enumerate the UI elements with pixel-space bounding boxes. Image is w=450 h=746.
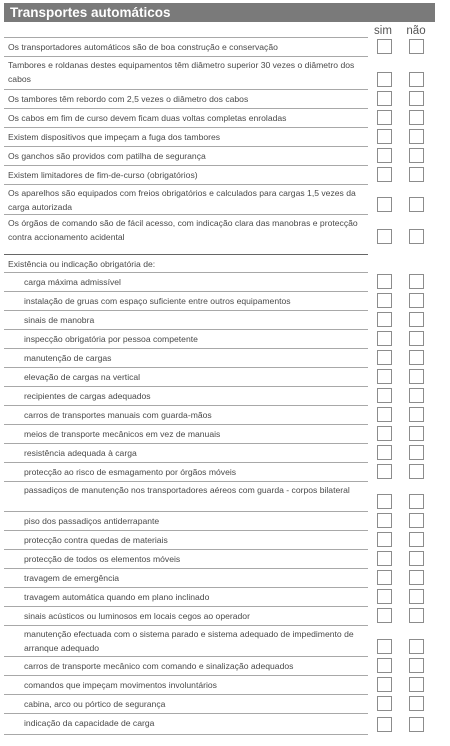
checklist-item-row <box>4 108 435 127</box>
checklist-item-row <box>4 37 435 56</box>
checkbox-sim[interactable] <box>377 589 392 604</box>
sub-item-row <box>4 713 435 734</box>
row-divider <box>4 587 368 588</box>
sub-item-row <box>4 549 435 568</box>
row-divider <box>4 254 368 255</box>
checkbox-sim[interactable] <box>377 608 392 623</box>
sub-item-label: meios de transporte mecânicos em vez de manuais <box>24 429 221 439</box>
checkbox-nao[interactable] <box>409 274 424 289</box>
row-divider <box>4 694 368 695</box>
row-divider <box>4 37 368 38</box>
sub-item-row <box>4 367 435 386</box>
checkbox-sim[interactable] <box>377 331 392 346</box>
sub-item-row <box>4 606 435 625</box>
checklist-item-label: Os aparelhos são equipados com freios obrigatórios e calculados para cargas 1,5 vezes da carga autorizada <box>8 188 356 212</box>
section-heading-row <box>4 254 435 272</box>
checkbox-sim[interactable] <box>377 197 392 212</box>
checkbox-nao[interactable] <box>409 532 424 547</box>
checkbox-sim[interactable] <box>377 677 392 692</box>
checkbox-sim[interactable] <box>377 464 392 479</box>
sub-item-label: indicação da capacidade de carga <box>24 718 155 728</box>
sub-item-row <box>4 462 435 481</box>
section-title: Transportes automáticos <box>10 5 171 20</box>
sub-item-label: protecção de todos os elementos móveis <box>24 554 181 564</box>
row-divider <box>4 675 368 676</box>
checkbox-nao[interactable] <box>409 658 424 673</box>
checkbox-sim[interactable] <box>377 39 392 54</box>
checkbox-sim[interactable] <box>377 229 392 244</box>
row-divider <box>4 214 368 215</box>
checkbox-sim[interactable] <box>377 717 392 732</box>
sub-item-label: inspecção obrigatória por pessoa competente <box>24 334 198 344</box>
sub-item-label: sinais acústicos ou luminosos em locais cegos ao operador <box>24 611 250 621</box>
column-header-sim: sim <box>374 25 392 37</box>
row-divider <box>4 329 368 330</box>
checkbox-sim[interactable] <box>377 369 392 384</box>
checkbox-nao[interactable] <box>409 551 424 566</box>
row-divider <box>4 443 368 444</box>
sub-item-label: carga máxima admissível <box>24 277 121 287</box>
checklist-item-label: Os tambores têm rebordo com 2,5 vezes o diâmetro dos cabos <box>8 94 249 104</box>
row-divider <box>4 127 368 128</box>
row-divider <box>4 530 368 531</box>
checkbox-nao[interactable] <box>409 589 424 604</box>
row-divider <box>4 89 368 90</box>
checkbox-sim[interactable] <box>377 274 392 289</box>
row-divider <box>4 386 368 387</box>
checkbox-nao[interactable] <box>409 129 424 144</box>
checkbox-sim[interactable] <box>377 91 392 106</box>
checkbox-nao[interactable] <box>409 608 424 623</box>
sub-item-row <box>4 348 435 367</box>
section-heading: Existência ou indicação obrigatória de: <box>8 259 156 269</box>
checkbox-nao[interactable] <box>409 445 424 460</box>
sub-item-label: cabina, arco ou pórtico de segurança <box>24 699 166 709</box>
row-divider <box>4 405 368 406</box>
checkbox-nao[interactable] <box>409 72 424 87</box>
sub-item-row <box>4 656 435 675</box>
sub-item-row <box>4 568 435 587</box>
checklist-item-row <box>4 89 435 108</box>
checkbox-nao[interactable] <box>409 350 424 365</box>
checklist-item-label: Os ganchos são providos com patilha de segurança <box>8 151 206 161</box>
row-divider <box>4 310 368 311</box>
sub-item-row <box>4 675 435 694</box>
checklist-item-row <box>4 56 435 89</box>
sub-item-label: manutenção efectuada com o sistema parado e sistema adequado de impedimento de arranque adequado <box>24 629 354 653</box>
sub-item-label: instalação de gruas com espaço suficiente entre outros equipamentos <box>24 296 291 306</box>
checkbox-nao[interactable] <box>409 331 424 346</box>
row-divider <box>4 272 368 273</box>
row-divider <box>4 291 368 292</box>
sub-item-row <box>4 481 435 511</box>
checkbox-nao[interactable] <box>409 388 424 403</box>
sub-item-row <box>4 587 435 606</box>
checkbox-nao[interactable] <box>409 369 424 384</box>
sub-item-row <box>4 694 435 713</box>
row-divider <box>4 511 368 512</box>
row-divider <box>4 348 368 349</box>
row-divider <box>4 184 368 185</box>
row-divider <box>4 481 368 482</box>
checkbox-sim[interactable] <box>377 445 392 460</box>
sub-item-row <box>4 443 435 462</box>
checkbox-sim[interactable] <box>377 148 392 163</box>
sub-item-row <box>4 424 435 443</box>
row-divider <box>4 713 368 714</box>
checkbox-nao[interactable] <box>409 494 424 509</box>
checkbox-sim[interactable] <box>377 129 392 144</box>
section-header <box>4 3 435 22</box>
sub-item-label: carros de transporte mecânico com comando e sinalização adequados <box>24 661 294 671</box>
sub-item-row <box>4 625 435 656</box>
sub-item-label: comandos que impeçam movimentos involuntários <box>24 680 217 690</box>
checklist-item-label: Os órgãos de comando são de fácil acesso, com indicação clara das manobras e protecção contra accionamento acidental <box>8 218 358 242</box>
checkbox-sim[interactable] <box>377 312 392 327</box>
checklist-item-label: Os transportadores automáticos são de boa construção e conservação <box>8 42 278 52</box>
checkbox-nao[interactable] <box>409 110 424 125</box>
checkbox-nao[interactable] <box>409 407 424 422</box>
checklist-item-label: Tambores e roldanas destes equipamentos têm diâmetro superior 30 vezes o diâmetro dos cabos <box>8 60 355 84</box>
checklist-item-row <box>4 214 435 246</box>
checkbox-sim[interactable] <box>377 407 392 422</box>
checkbox-nao[interactable] <box>409 293 424 308</box>
row-divider <box>4 56 368 57</box>
row-divider <box>4 108 368 109</box>
sub-item-row <box>4 405 435 424</box>
checkbox-nao[interactable] <box>409 677 424 692</box>
checkbox-nao[interactable] <box>409 91 424 106</box>
row-divider <box>4 462 368 463</box>
sub-item-label: recipientes de cargas adequados <box>24 391 151 401</box>
sub-item-row <box>4 530 435 549</box>
row-divider <box>4 424 368 425</box>
checkbox-sim[interactable] <box>377 110 392 125</box>
checkbox-nao[interactable] <box>409 39 424 54</box>
sub-item-label: passadiços de manutenção nos transportadores aéreos com guarda - corpos bilateral <box>24 485 350 495</box>
sub-item-row <box>4 291 435 310</box>
row-divider <box>4 625 368 626</box>
sub-item-label: travagem de emergência <box>24 573 120 583</box>
checkbox-nao[interactable] <box>409 229 424 244</box>
checklist-item-row <box>4 146 435 165</box>
row-divider <box>4 606 368 607</box>
checkbox-nao[interactable] <box>409 696 424 711</box>
checklist-item-row <box>4 165 435 184</box>
sub-item-row <box>4 272 435 291</box>
checkbox-sim[interactable] <box>377 696 392 711</box>
checkbox-sim[interactable] <box>377 513 392 528</box>
checkbox-sim[interactable] <box>377 350 392 365</box>
checkbox-sim[interactable] <box>377 532 392 547</box>
sub-item-row <box>4 386 435 405</box>
checkbox-sim[interactable] <box>377 570 392 585</box>
sub-item-label: protecção contra quedas de materiais <box>24 535 168 545</box>
checkbox-nao[interactable] <box>409 426 424 441</box>
checkbox-nao[interactable] <box>409 148 424 163</box>
checkbox-nao[interactable] <box>409 570 424 585</box>
checkbox-nao[interactable] <box>409 464 424 479</box>
sub-item-row <box>4 310 435 329</box>
sub-item-label: travagem automática quando em plano inclinado <box>24 592 210 602</box>
checkbox-nao[interactable] <box>409 197 424 212</box>
checkbox-nao[interactable] <box>409 513 424 528</box>
checklist-item-label: Existem limitadores de fim-de-curso (obrigatórios) <box>8 170 198 180</box>
checkbox-nao[interactable] <box>409 312 424 327</box>
checkbox-nao[interactable] <box>409 167 424 182</box>
checklist-item-row <box>4 127 435 146</box>
checklist-item-label: Os cabos em fim de curso devem ficam duas voltas completas enroladas <box>8 113 287 123</box>
checkbox-sim[interactable] <box>377 551 392 566</box>
sub-item-label: piso dos passadiços antiderrapante <box>24 516 160 526</box>
row-divider <box>4 165 368 166</box>
row-divider <box>4 656 368 657</box>
sub-item-label: carros de transportes manuais com guarda-mãos <box>24 410 212 420</box>
row-divider <box>4 549 368 550</box>
checkbox-sim[interactable] <box>377 494 392 509</box>
sub-item-label: manutenção de cargas <box>24 353 112 363</box>
sub-item-row <box>4 511 435 530</box>
checkbox-sim[interactable] <box>377 388 392 403</box>
table-bottom-border <box>4 734 368 735</box>
checkbox-sim[interactable] <box>377 639 392 654</box>
row-divider <box>4 146 368 147</box>
row-divider <box>4 367 368 368</box>
checklist-item-label: Existem dispositivos que impeçam a fuga dos tambores <box>8 132 221 142</box>
checkbox-sim[interactable] <box>377 658 392 673</box>
sub-item-label: elevação de cargas na vertical <box>24 372 141 382</box>
column-header-nao: não <box>406 25 426 37</box>
sub-item-row <box>4 329 435 348</box>
sub-item-label: resistência adequada à carga <box>24 448 137 458</box>
sub-item-label: sinais de manobra <box>24 315 95 325</box>
checkbox-sim[interactable] <box>377 426 392 441</box>
checkbox-sim[interactable] <box>377 167 392 182</box>
checklist-item-row <box>4 184 435 214</box>
checkbox-nao[interactable] <box>409 717 424 732</box>
checkbox-nao[interactable] <box>409 639 424 654</box>
sub-item-label: protecção ao risco de esmagamento por órgãos móveis <box>24 467 237 477</box>
row-divider <box>4 568 368 569</box>
checkbox-sim[interactable] <box>377 72 392 87</box>
checkbox-sim[interactable] <box>377 293 392 308</box>
